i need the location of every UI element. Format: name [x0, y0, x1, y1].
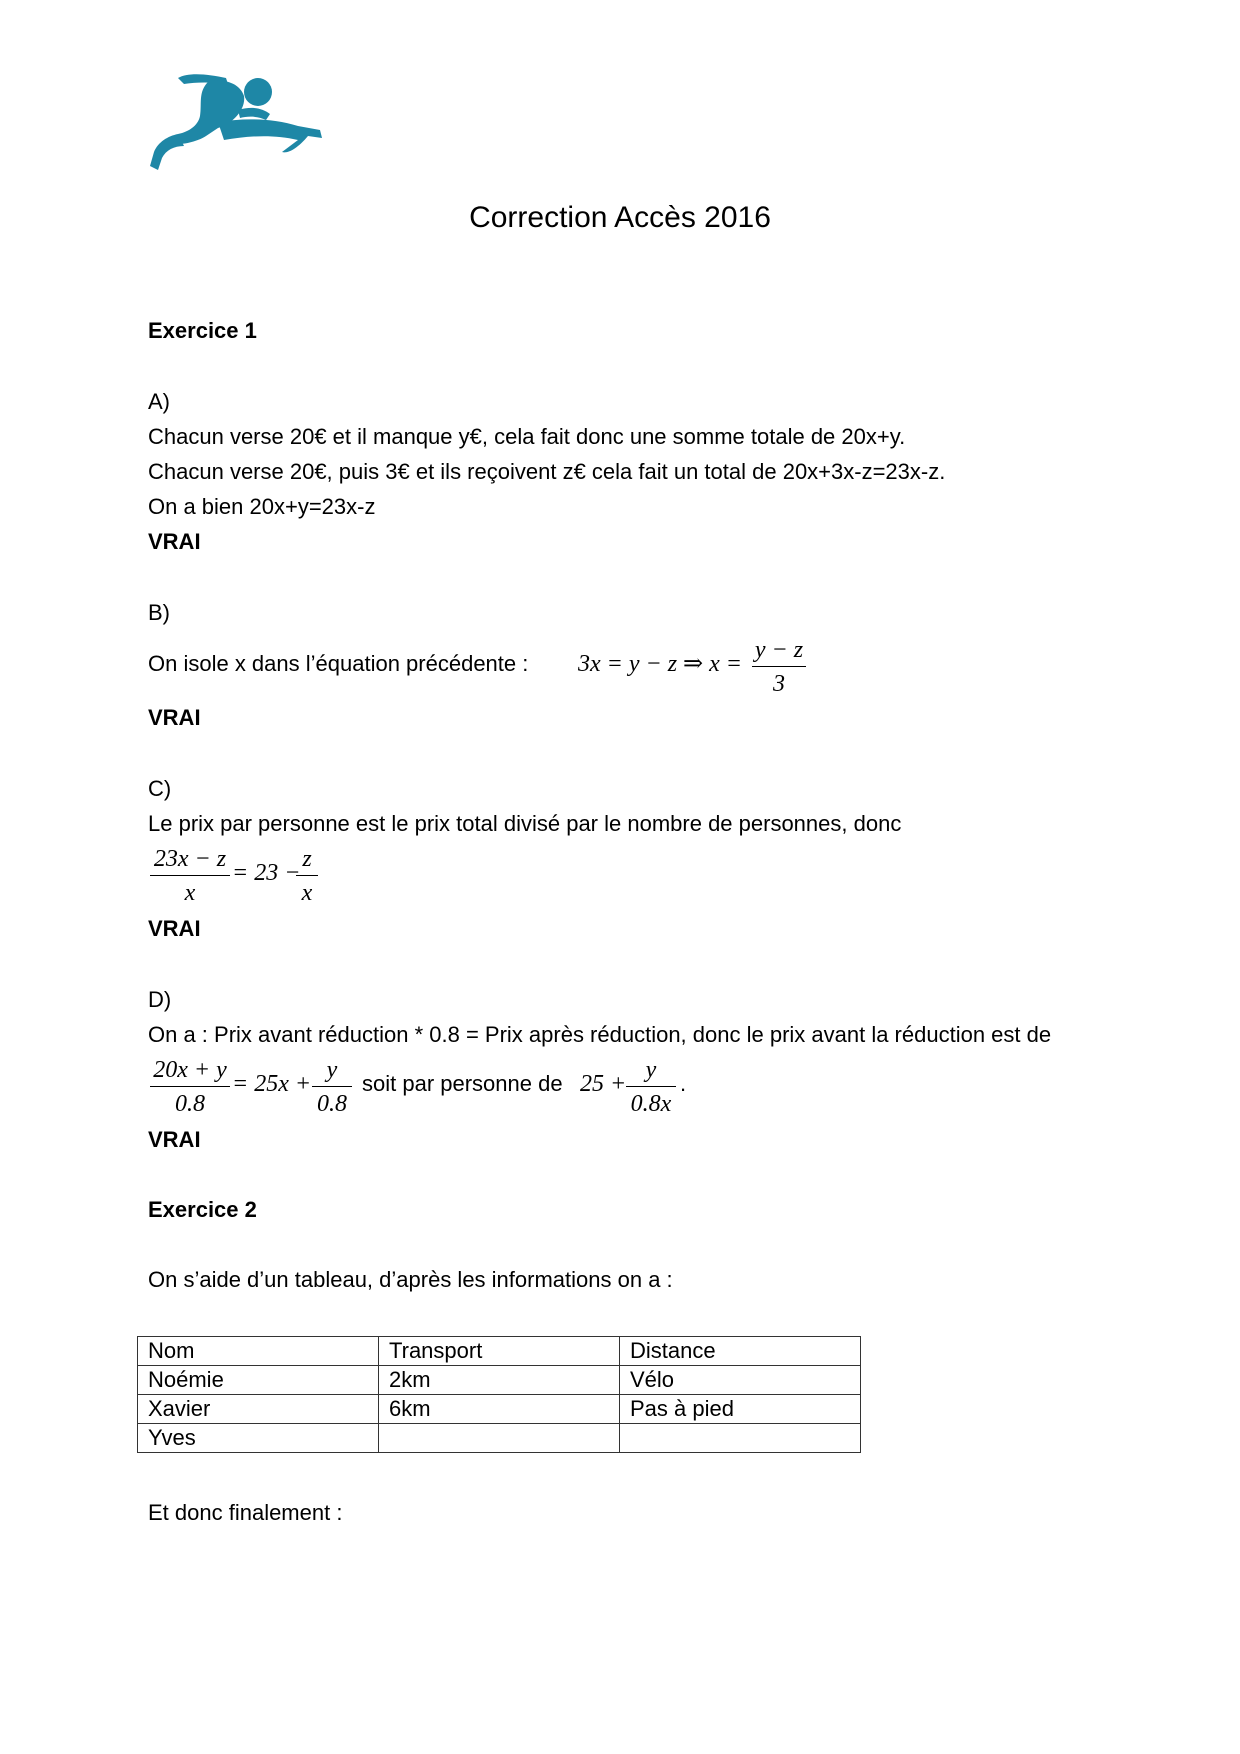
table-header-row — [138, 1337, 861, 1366]
exercise-2-outro: Et donc finalement : — [148, 1500, 343, 1525]
table-cell — [620, 1424, 861, 1453]
table-cell: Yves — [138, 1424, 379, 1453]
part-d-fraction-2 — [312, 1056, 352, 1118]
part-c-fraction-2-den: x — [301, 880, 313, 906]
jumping-figure-icon — [148, 70, 323, 175]
part-c-text: Le prix par personne est le prix total divisé par le nombre de personnes, donc — [148, 811, 902, 836]
part-d-verdict: VRAI — [148, 1127, 201, 1152]
part-b-fraction-den: 3 — [773, 671, 785, 697]
part-c-verdict: VRAI — [148, 916, 201, 941]
table-row — [138, 1366, 861, 1395]
exercise-1-heading: Exercice 1 — [148, 318, 257, 343]
part-d-fraction-1-num: 20x + y — [153, 1057, 227, 1083]
table-header-cell: Transport — [379, 1337, 620, 1366]
part-a-verdict: VRAI — [148, 529, 201, 554]
part-d-fraction-2-num: y — [326, 1057, 338, 1083]
part-b-fraction — [752, 636, 806, 698]
part-b-formula-lhs: 3x = y − z ⇒ x = — [578, 651, 742, 677]
part-b-fraction-num: y − z — [754, 637, 804, 663]
exercise-2-heading: Exercice 2 — [148, 1197, 257, 1222]
table-row — [138, 1395, 861, 1424]
part-a-label: A) — [148, 389, 170, 414]
part-b-label: B) — [148, 600, 170, 625]
part-b-text: On isole x dans l’équation précédente : — [148, 651, 529, 676]
table-header-cell: Distance — [620, 1337, 861, 1366]
part-d-fraction-3-num: y — [645, 1057, 657, 1083]
part-d-fraction-3-den: 0.8x — [630, 1091, 672, 1117]
part-c-fraction-1 — [150, 845, 230, 907]
table-cell: Xavier — [138, 1395, 379, 1424]
table-cell: 2km — [379, 1366, 620, 1395]
part-d-fraction-2-den: 0.8 — [317, 1091, 347, 1117]
part-c-formula-mid: = 23 − — [232, 860, 301, 886]
logo — [148, 70, 323, 175]
part-d-formula-pre: 25 + — [580, 1071, 627, 1097]
part-d-connector: soit par personne de — [362, 1071, 563, 1096]
exercise-2-intro: On s’aide d’un tableau, d’après les informations on a : — [148, 1267, 673, 1292]
part-d-fraction-3 — [626, 1056, 676, 1118]
table-cell: 6km — [379, 1395, 620, 1424]
part-c-fraction-2-num: z — [302, 846, 312, 872]
part-d-label: D) — [148, 987, 172, 1012]
part-b-verdict: VRAI — [148, 705, 201, 730]
part-a-line-2: Chacun verse 20€, puis 3€ et ils reçoivent z€ cela fait un total de 20x+3x-z=23x-z. — [148, 459, 946, 484]
part-d-end: . — [680, 1071, 687, 1096]
part-d-fraction-1 — [150, 1056, 230, 1118]
data-table — [137, 1336, 861, 1453]
part-c-label: C) — [148, 776, 172, 801]
part-d-fraction-1-den: 0.8 — [175, 1091, 205, 1117]
part-d-formula-mid: = 25x + — [232, 1071, 312, 1097]
part-a-line-1: Chacun verse 20€ et il manque y€, cela fait donc une somme totale de 20x+y. — [148, 424, 906, 449]
part-c-fraction-1-num: 23x − z — [153, 846, 227, 872]
table-cell: Vélo — [620, 1366, 861, 1395]
part-c-fraction-1-den: x — [184, 880, 196, 906]
page-title: Correction Accès 2016 — [469, 201, 771, 234]
table-header-cell: Nom — [138, 1337, 379, 1366]
table-cell: Pas à pied — [620, 1395, 861, 1424]
table-row — [138, 1424, 861, 1453]
part-c-fraction-2 — [296, 845, 318, 907]
part-a-line-3: On a bien 20x+y=23x-z — [148, 494, 376, 519]
part-d-text: On a : Prix avant réduction * 0.8 = Prix après réduction, donc le prix avant la réduction est de — [148, 1022, 1052, 1047]
table-cell — [379, 1424, 620, 1453]
table-cell: Noémie — [138, 1366, 379, 1395]
